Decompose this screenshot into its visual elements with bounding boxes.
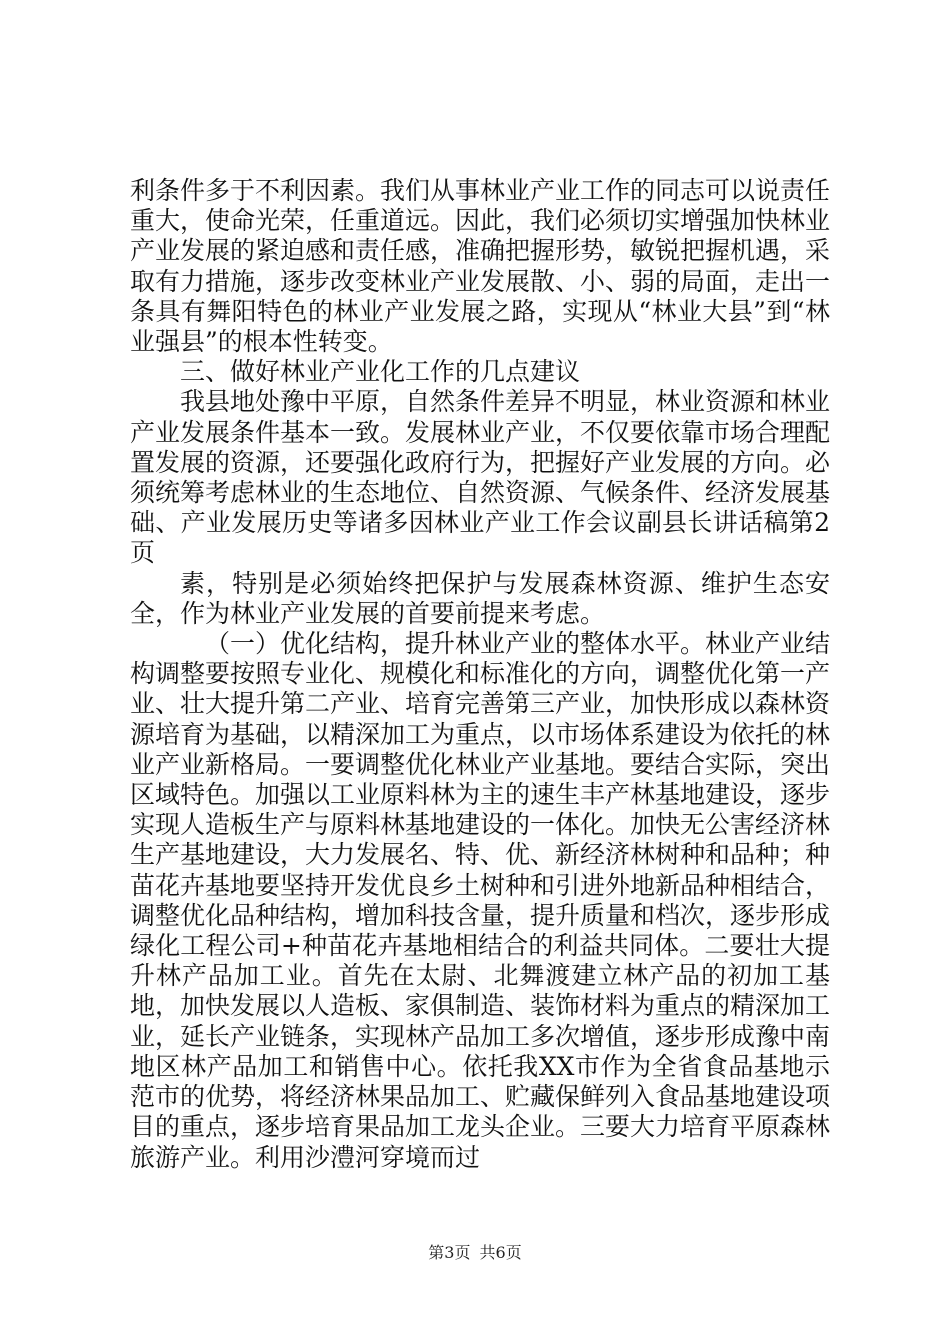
paragraph-subsection: （一）优化结构，提升林业产业的整体水平。林业产业结构调整要按照专业化、规模化和标准化的方向，调整优化第一产业、壮大提升第二产业、培育完善第三产业，加快形成以森林资源培育为基础，以精深加工为重点，以市场体系建设为依托的林业产业新格局。一要调整优化林业产业基地。要结合实际，突出区域特色。加强以工业原料林为主的速生丰产林基地建设，逐步实现人造板生产与原料林基地建设的一体化。加快无公害经济林生产基地建设，大力发展名、特、优、新经济林树种和品种；种苗花卉基地要坚持开发优良乡土树种和引进外地新品种相结合，调整优化品种结构，增加科技含量，提升质量和档次，逐步形成绿化工程公司+种苗花卉基地相结合的利益共同体。二要壮大提升林产品加工业。首先在太尉、北舞渡建立林产品的初加工基地，加快发展以人造板、家俱制造、装饰材料为重点的精深加工业，延长产业链条，实现林产品加工多次增值，逐步形成豫中南地区林产品加工和销售中心。依托我XX市作为全省食品基地示范市的优势，将经济林果品加工、贮藏保鲜列入食品基地建设项目的重点，逐步培育果品加工龙头企业。三要大力培育平原森林旅游产业。利用沙澧河穿境而过 <box>130 629 831 1172</box>
paragraph-continuation: 利条件多于不利因素。我们从事林业产业工作的同志可以说责任重大，使命光荣，任重道远。因此，我们必须切实增强加快林业产业发展的紧迫感和责任感，准确把握形势，敏锐把握机遇，采取有力措施，逐步改变林业产业发展散、小、弱的局面，走出一条具有舞阳特色的林业产业发展之路，实现从“林业大县”到“林业强县”的根本性转变。 <box>130 176 831 357</box>
section-heading: 三、做好林业产业化工作的几点建议 <box>180 357 581 387</box>
document-body <box>130 176 830 1173</box>
paragraph: 素，特别是必须始终把保护与发展森林资源、维护生态安全，作为林业产业发展的首要前提来考虑。 <box>130 568 830 628</box>
page-number: 第3页 <box>428 1243 471 1262</box>
paragraph: 我县地处豫中平原，自然条件差异不明显，林业资源和林业产业发展条件基本一致。发展林业产业，不仅要依靠市场合理配置发展的资源，还要强化政府行为，把握好产业发展的方向。必须统筹考虑林业的生态地位、自然资源、气候条件、经济发展基础、产业发展历史等诸多因林业产业工作会议副县长讲话稿第2页 <box>130 387 831 568</box>
page-footer <box>0 1240 950 1263</box>
page-total: 共6页 <box>479 1243 522 1262</box>
